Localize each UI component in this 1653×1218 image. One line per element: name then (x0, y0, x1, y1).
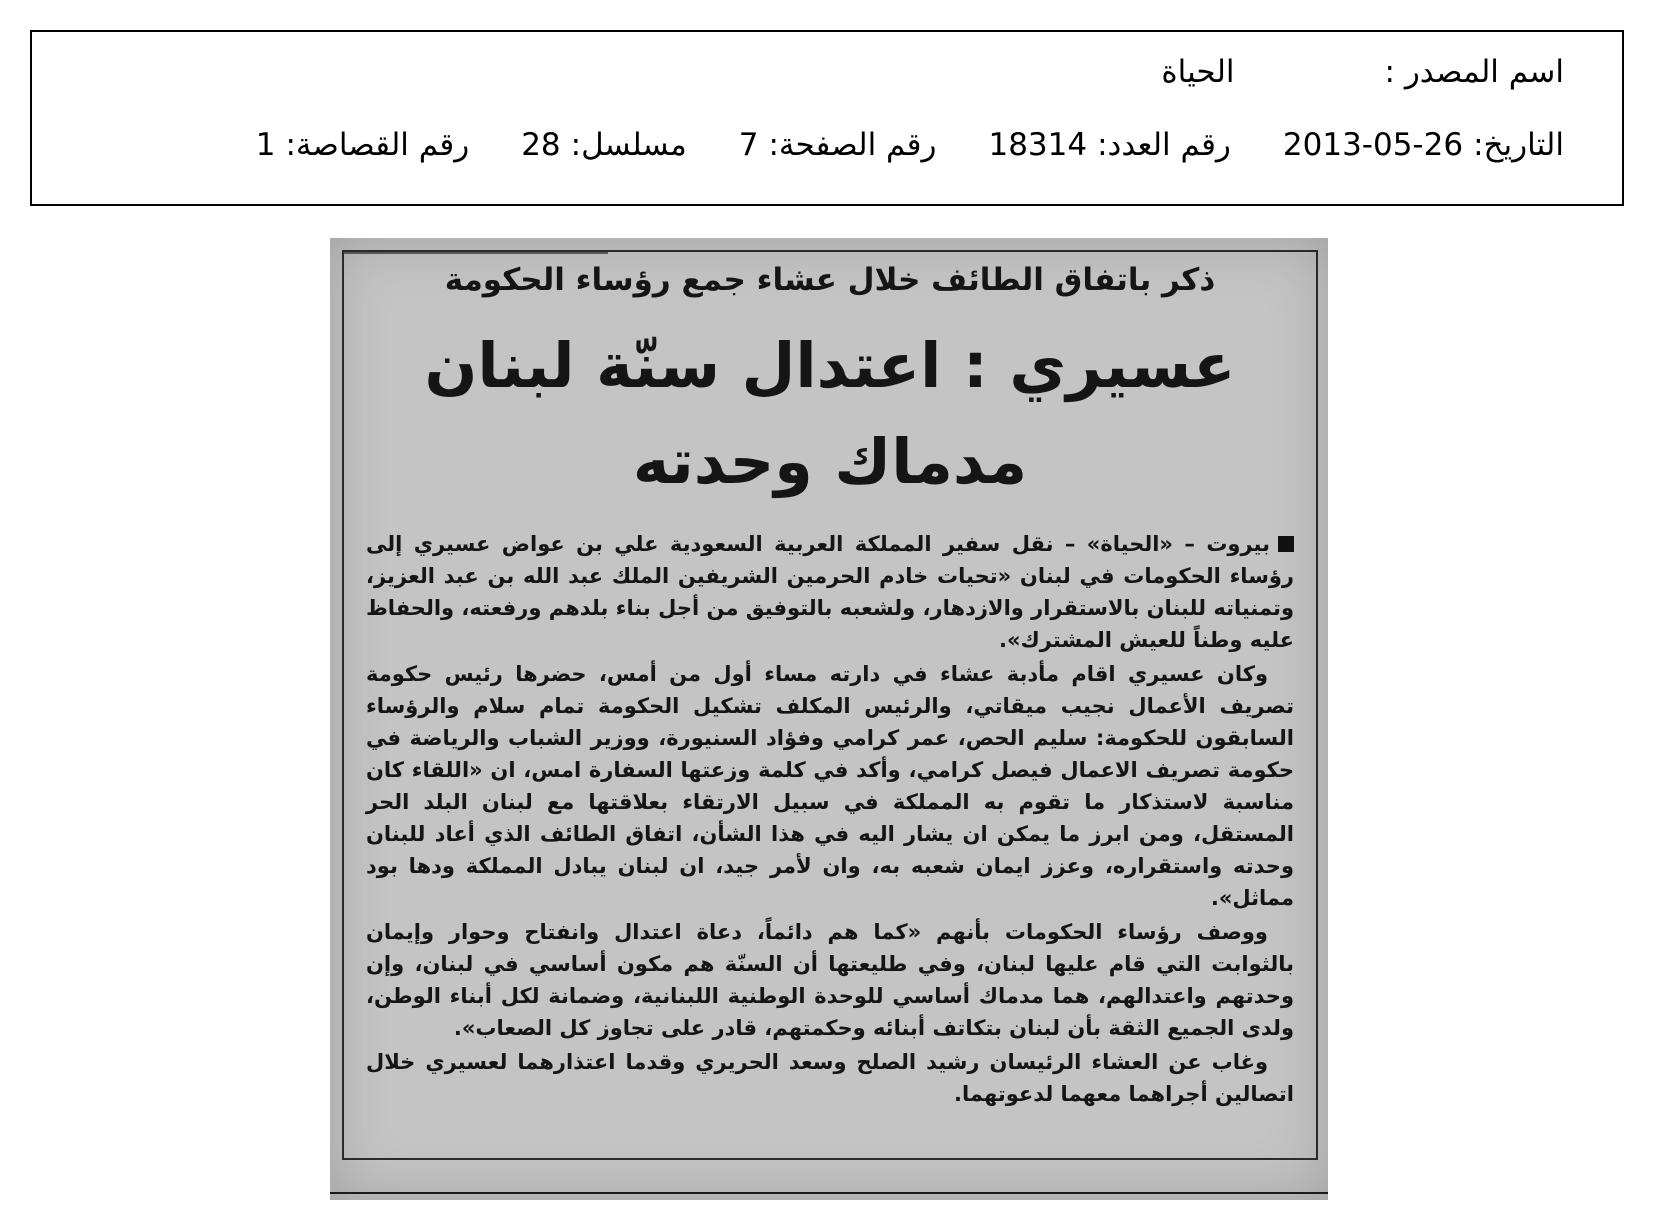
date-field (1283, 127, 1564, 163)
source-value: الحياة (1161, 54, 1235, 90)
serial-field (521, 127, 687, 163)
article-kicker: ذكر باتفاق الطائف خلال عشاء جمع رؤساء الحكومة (444, 262, 1216, 298)
clip-number-label: رقم القصاصة: (285, 127, 470, 163)
clipping-metadata-box (30, 30, 1624, 206)
details-row (256, 127, 1564, 163)
newspaper-clipping-image (330, 238, 1328, 1200)
paragraph-text: بيروت – «الحياة» – نقل سفير المملكة العربية السعودية علي بن عواض عسيري إلى رؤساء الحكومات في لبنان «تحيات خادم الحرمين الشريفين الملك عبد الله بن عبد العزيز، وتمنياته للبنان بالاستقرار والازدهار، ولشعبه بالتوفيق من أجل بناء بلدهم ورفعته، والحفاظ عليه وطناً للعيش المشترك». (366, 532, 1294, 652)
article-body (366, 528, 1294, 1110)
issue-label: رقم العدد: (1097, 127, 1231, 163)
clip-number-field (256, 127, 469, 163)
date-label: التاريخ: (1473, 127, 1564, 163)
article-headline: عسيري : اعتدال سنّة لبنان مدماك وحدته (424, 329, 1236, 498)
serial-label: مسلسل: (570, 127, 687, 163)
source-row (1161, 54, 1564, 90)
source-field (1161, 54, 1564, 90)
serial-value: 28 (521, 127, 561, 163)
issue-field (988, 127, 1230, 163)
page-field (739, 127, 937, 163)
clipping-bottom-rule (330, 1192, 1328, 1194)
article-paragraph: ووصف رؤساء الحكومات بأنهم «كما هم دائماً، دعاة اعتدال وانفتاح وحوار وإيمان بالثوابت التي قام عليها لبنان، وفي طليعتها أن السنّة هم مكون أساسي في لبنان، وإن وحدتهم واعتدالهم، هما مدماك أساسي للوحدة الوطنية اللبنانية، وضمانة لكل أبناء الوطن، ولدى الجميع الثقة بأن لبنان بتكاتف أبنائه وحكمتهم، قادر على تجاوز كل الصعاب». (366, 920, 1294, 1040)
source-label: اسم المصدر : (1384, 54, 1564, 90)
clip-number-value: 1 (255, 127, 276, 163)
article-content (366, 258, 1294, 1112)
page-value: 7 (738, 127, 759, 163)
date-value: 2013-05-26 (1282, 127, 1464, 163)
square-bullet-icon (1278, 536, 1294, 552)
page-label: رقم الصفحة: (768, 127, 937, 163)
article-paragraph: وغاب عن العشاء الرئيسان رشيد الصلح وسعد الحريري وقدما اعتذارهما لعسيري خلال اتصالين أجراهما معهما لدعوتهما. (366, 1050, 1294, 1106)
issue-value: 18314 (988, 127, 1088, 163)
article-paragraph (366, 528, 1294, 656)
article-paragraph: وكان عسيري اقام مأدبة عشاء في دارته مساء أول من أمس، حضرها رئيس حكومة تصريف الأعمال نجيب ميقاتي، والرئيس المكلف تشكيل الحكومة تمام سلام والرؤساء السابقون للحكومة: سليم الحص، عمر كرامي وفؤاد السنيورة، ووزير الشباب والرياضة في حكومة تصريف الاعمال فيصل كرامي، وأكد في كلمة وزعتها السفارة امس، ان «اللقاء كان مناسبة لاستذكار ما تقوم به المملكة في سبيل الارتقاء بعلاقتها مع لبنان البلد الحر المستقل، ومن ابرز ما يمكن ان يشار اليه في هذا الشأن، اتفاق الطائف الذي أعاد للبنان وحدته واستقراره، وعزز ايمان شعبه به، وان لأمر جيد، ان لبنان يبادل المملكة ودها بود مماثل». (366, 662, 1294, 910)
